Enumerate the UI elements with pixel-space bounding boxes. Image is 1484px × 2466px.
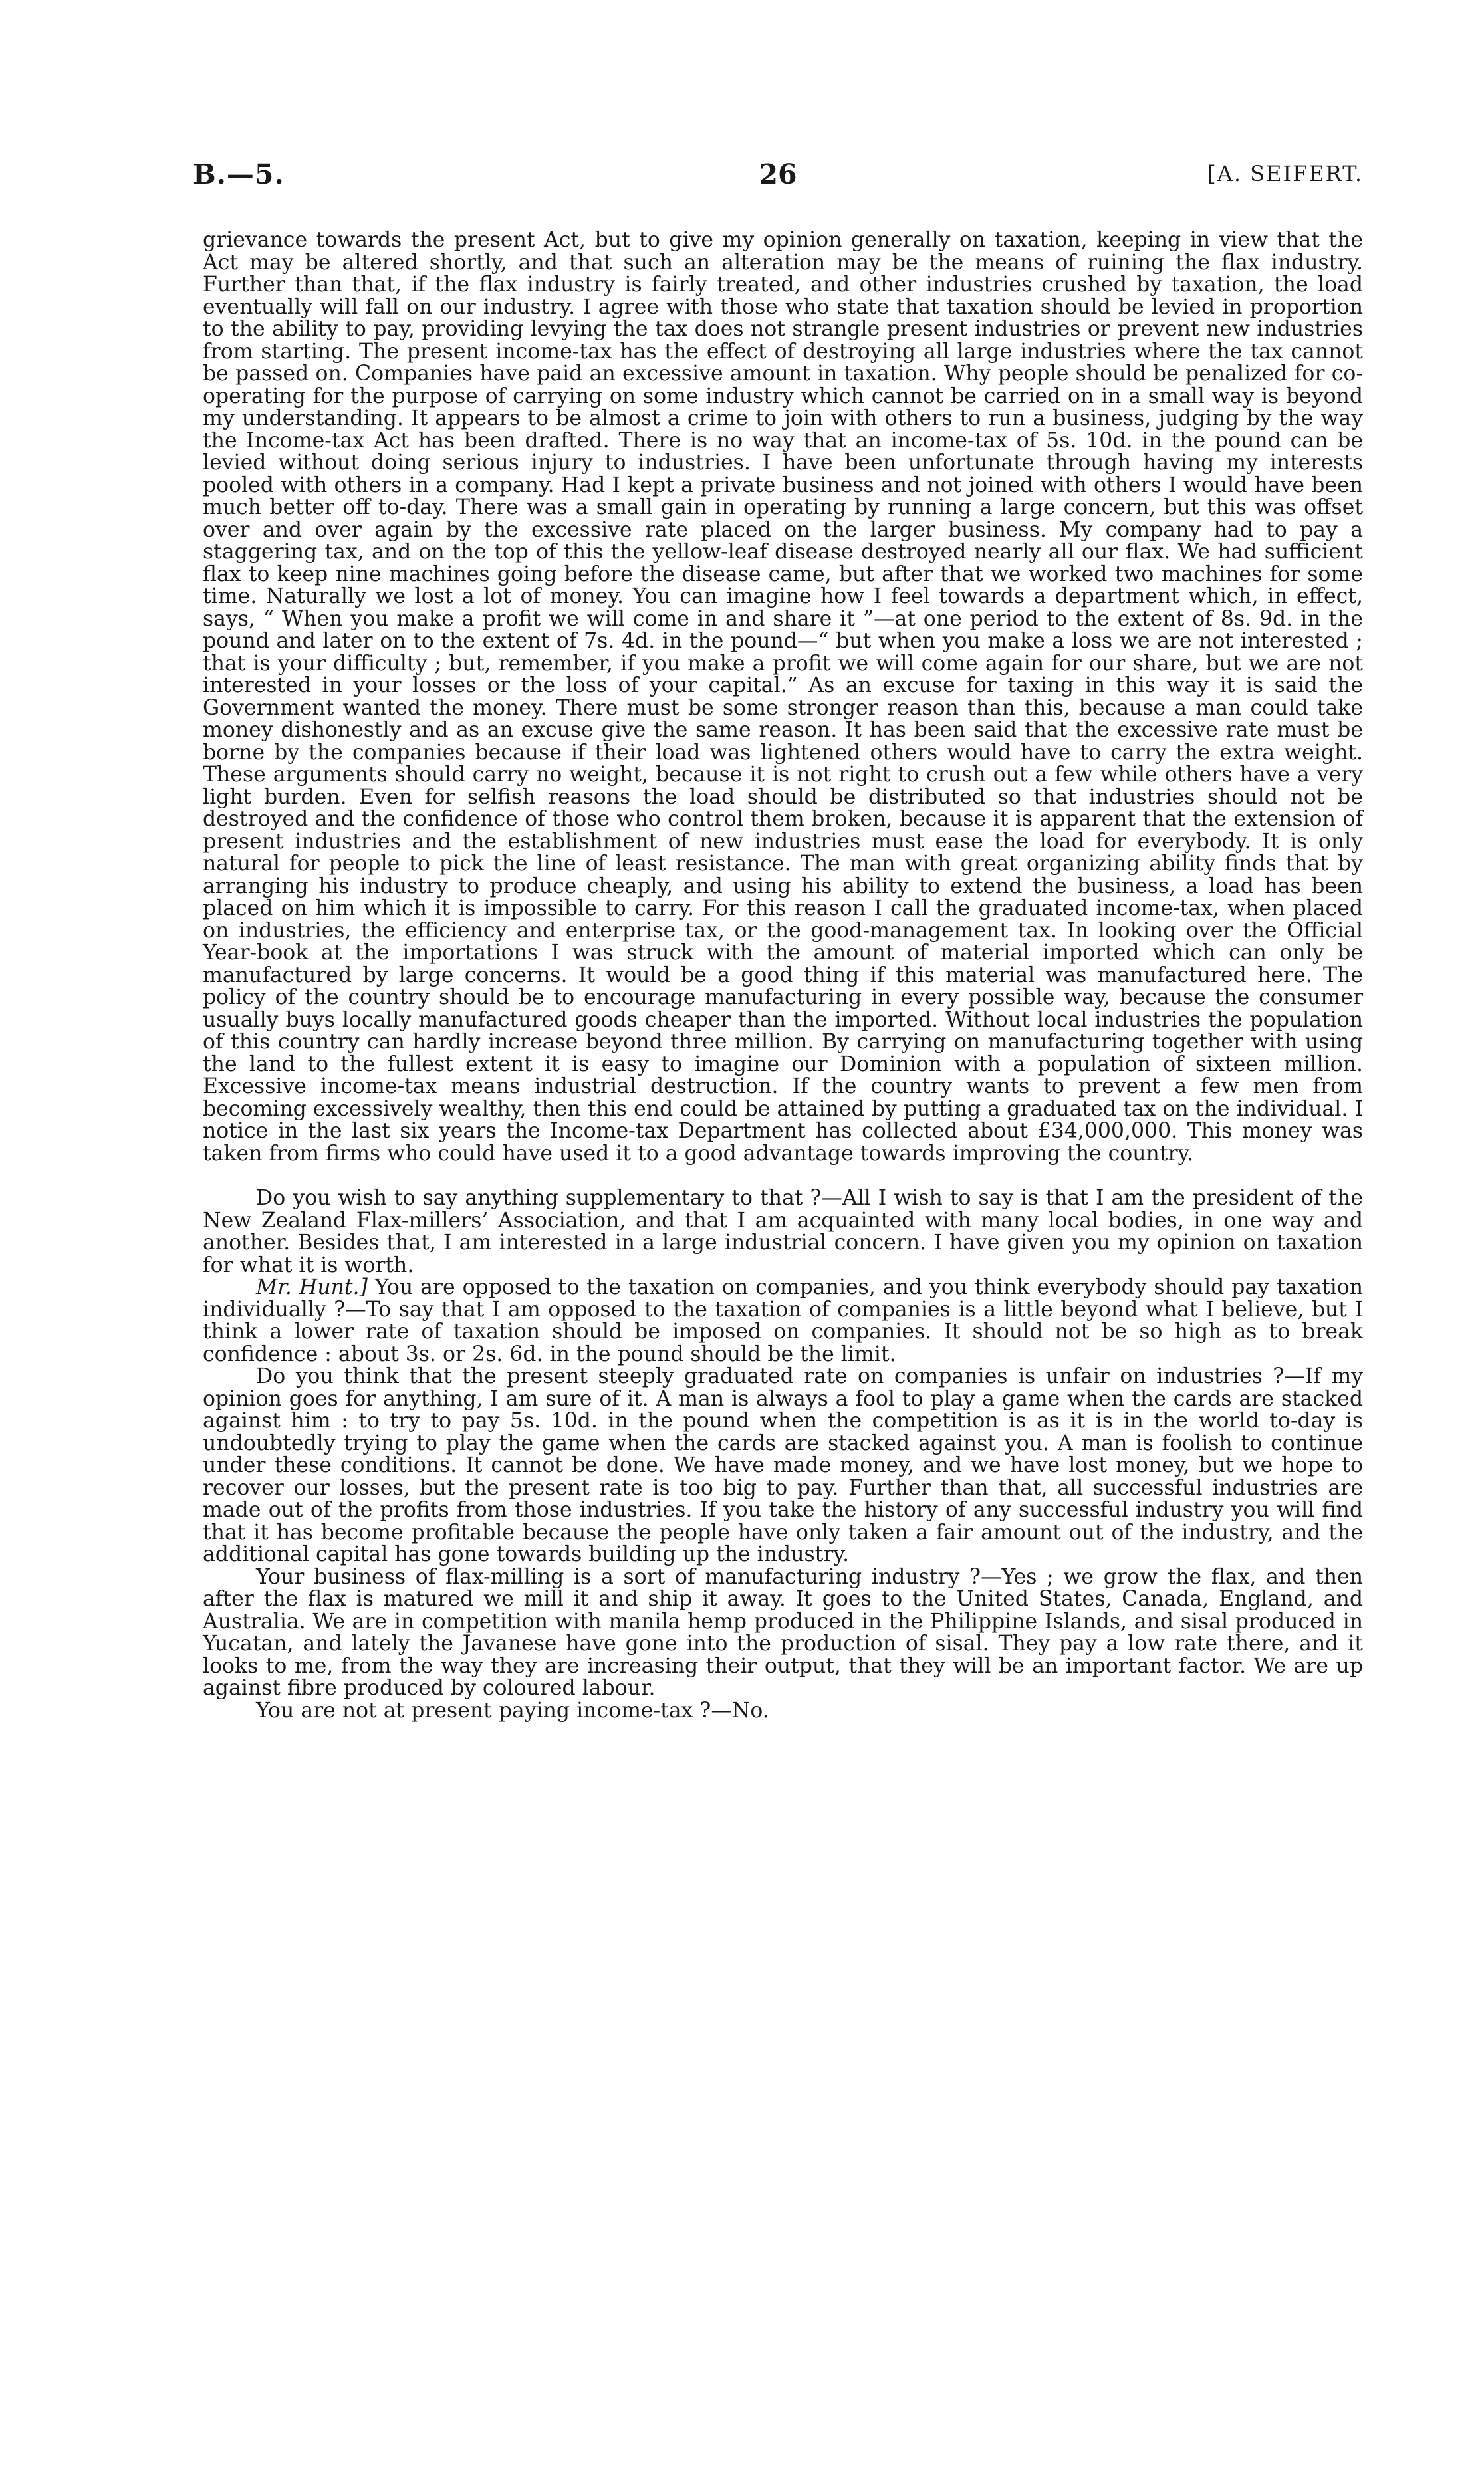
paragraph-question-flax-milling: Your business of flax-milling is a sort of manufacturing industry ?—Yes ; we grow the flax, and then after the flax is matured we mill it and ship it away. It goes to the United States, Canada, England, and Australia. We are in competition with manila hemp produced in the Philippine Islands, and sisal produced in Yucatan, and lately the Javanese have gone into the production of sisal. They pay a low rate there, and it looks to me, from the way they are increasing their output, that they will be an important factor. We are up against fibre produced by coloured labour.	[203, 1564, 1363, 1700]
parliamentary-paper-reference: B.—5.	[193, 158, 285, 190]
page-header	[193, 158, 1363, 205]
paragraph-continued-statement: grievance towards the present Act, but to give my opinion generally on taxation, keeping in view that the Act may be altered shortly, and that such an alteration may be the means of ruining the flax industry. Further than that, if the flax industry is fairly treated, and other industries crushed by taxation, the load eventually will fall on our industry. I agree with those who state that taxation should be levied in proportion to the ability to pay, providing levying the tax does not strangle present industries or prevent new industries from starting. The present income-tax has the effect of destroying all large industries where the tax cannot be passed on. Companies have paid an excessive amount in taxation. Why people should be penalized for co-operating for the purpose of carrying on some industry which cannot be carried on in a small way is beyond my understanding. It appears to be almost a crime to join with others to run a business, judging by the way the Income-tax Act has been drafted. There is no way that an income-tax of 5s. 10d. in the pound can be levied without doing serious injury to industries. I have been unfortunate through having my interests pooled with others in a company. Had I kept a private business and not joined with others I would have been much better off to-day. There was a small gain in operating by running a large concern, but this was offset over and over again by the excessive rate placed on the larger business. My company had to pay a staggering tax, and on the top of this the yellow-leaf disease destroyed nearly all our flax. We had sufficient flax to keep nine machines going before the disease came, but after that we worked two machines for some time. Naturally we lost a lot of money. You can imagine how I feel towards a department which, in effect, says, “ When you make a profit we will come in and share it ”—at one period to the extent of 8s. 9d. in the pound and later on to the extent of 7s. 4d. in the pound—“ but when you make a loss we are not interested ; that is your difficulty ; but, remember, if you make a profit we will come again for our share, but we are not interested in your losses or the loss of your capital.” As an excuse for taxing in this way it is said the Government wanted the money. There must be some stronger reason than this, because a man could take money dishonestly and as an excuse give the same reason. It has been said that the excessive rate must be borne by the companies because if their load was lightened others would have to carry the extra weight. These arguments should carry no weight, because it is not right to crush out a few while others have a very light burden. Even for selfish reasons the load should be distributed so that industries should not be destroyed and the confidence of those who control them broken, because it is apparent that the extension of present industries and the establishment of new industries must ease the load for everybody. It is only natural for people to pick the line of least resistance. The man with great organizing ability finds that by arranging his industry to produce cheaply, and using his ability to extend the business, a load has been placed on him which it is impossible to carry. For this reason I call the graduated income-tax, when placed on industries, the efficiency and enterprise tax, or the good-management tax. In looking over the Official Year-book at the importations I was struck with the amount of material imported which can only be manufactured by large concerns. It would be a good thing if this material was manufactured here. The policy of the country should be to encourage manufacturing in every possible way, because the consumer usually buys locally manufactured goods cheaper than the imported. Without local industries the population of this country can hardly increase beyond three million. By carrying on manufacturing together with using the land to the fullest extent it is easy to imagine our Dominion with a population of sixteen million. Excessive income-tax means industrial destruction. If the country wants to prevent a few men from becoming excessively wealthy, then this end could be attained by putting a graduated tax on the individual. I notice in the last six years the Income-tax Department has collected about £34,000,000. This money was taken from firms who could have used it to a good advantage towards improving the country.	[203, 228, 1363, 1166]
paragraph-question-mr-hunt	[203, 1277, 1363, 1366]
page-number: 26	[759, 158, 797, 190]
speaker-label: Mr. Hunt.]	[256, 1275, 368, 1299]
paragraph-text: You are opposed to the taxation on companies, and you think everybody should pay taxation individually ?—To say that I am opposed to the taxation of companies is a little beyond what I believe, but I think a lower rate of taxation should be imposed on companies. It should not be so high as to break confidence : about 3s. or 2s. 6d. in the pound should be the limit.	[203, 1275, 1363, 1366]
document-body	[203, 229, 1363, 1722]
paragraph-question-graduated-rate: Do you think that the present steeply graduated rate on companies is unfair on industries ?—If my opinion goes for anything, I am sure of it. A man is always a fool to play a game when the cards are stacked against him : to try to pay 5s. 10d. in the pound when the competition is as it is in the world to-day is undoubtedly trying to play the game when the cards are stacked against you. A man is foolish to continue under these conditions. It cannot be done. We have made money, and we have lost money, but we hope to recover our losses, but the present rate is too big to pay. Further than that, all successful industries are made out of the profits from those industries. If you take the history of any successful industry you will find that it has become profitable because the people have only taken a fair amount out of the industry, and the additional capital has gone towards building up the industry.	[203, 1364, 1363, 1566]
witness-name: [A. SEIFERT.	[1207, 161, 1363, 186]
paragraph-question-supplementary: Do you wish to say anything supplementary to that ?—All I wish to say is that I am the president of the New Zealand Flax-millers’ Association, and that I am acquainted with many local bodies, in one way and another. Besides that, I am interested in a large industrial concern. I have given you my opinion on taxation for what it is worth.	[203, 1186, 1363, 1277]
paragraph-question-income-tax: You are not at present paying income-tax ?—No.	[256, 1698, 769, 1723]
